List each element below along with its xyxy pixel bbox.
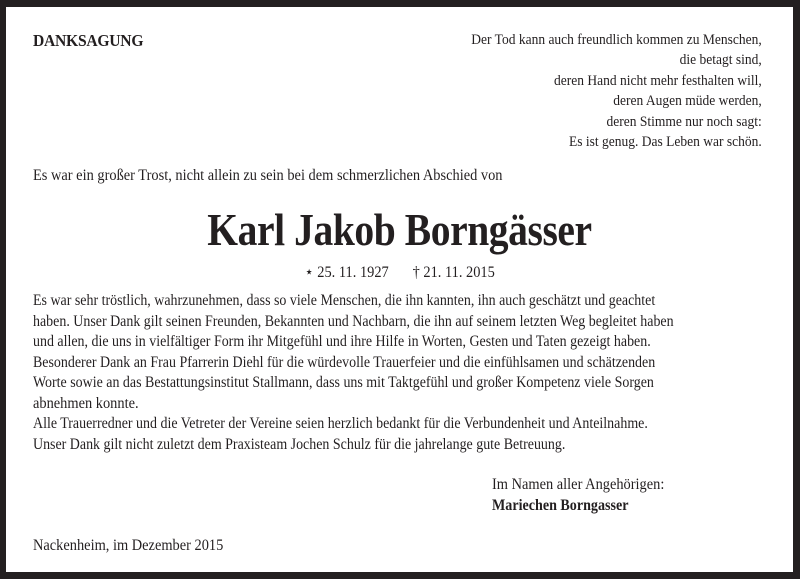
signature-name: Mariechen Borngasser <box>492 497 629 514</box>
body-line: Es war sehr tröstlich, wahrzunehmen, dass so viele Menschen, die ihn kannten, ihn auch geschätzt und geachtet <box>33 292 656 309</box>
poem-line: Der Tod kann auch freundlich kommen zu Menschen, <box>471 32 762 48</box>
body-line: und allen, die uns in vielfältiger Form ihr Mitgefühl und ihre Hilfe in Worten, Gesten und Taten gezeigt haben. <box>33 333 651 350</box>
body-line: Worte sowie an das Bestattungsinstitut Stallmann, dass uns mit Taktgefühl und großer Kompetenz viele Sorgen <box>33 374 654 391</box>
body-line: Unser Dank gilt nicht zuletzt dem Praxisteam Jochen Schulz für die jahrelange gute Betreuung. <box>33 435 566 453</box>
poem-line: Es ist genug. Das Leben war schön. <box>569 134 762 151</box>
poem-line: deren Augen müde werden, <box>613 93 762 110</box>
body-line: Alle Trauerredner und die Vetreter der Vereine seien herzlich bedankt für die Verbundenheit und Anteilnahme. <box>33 415 648 432</box>
life-dates <box>6 262 793 282</box>
body-line: Besonderer Dank an Frau Pfarrerin Diehl für die würdevolle Trauerfeier und die einfühlsamen und schätzenden <box>33 353 656 371</box>
poem-line: die betagt sind, <box>679 52 762 69</box>
deceased-name <box>6 203 793 256</box>
body-line: abnehmen konnte. <box>33 394 139 412</box>
place-date: Nackenheim, im Dezember 2015 <box>33 537 224 554</box>
obituary-notice <box>6 7 793 572</box>
intro-text: Es war ein großer Trost, nicht allein zu sein bei dem schmerzlichen Abschied von <box>33 167 503 184</box>
poem-line: deren Stimme nur noch sagt: <box>606 113 762 130</box>
thanks-body <box>33 291 768 455</box>
birth-date: ⋆ 25. 11. 1927 <box>304 264 389 281</box>
death-date: † 21. 11. 2015 <box>412 264 495 281</box>
signature-label: Im Namen aller Angehörigen: <box>492 476 665 493</box>
deceased-name-text: Karl Jakob Borngässer <box>207 204 592 255</box>
poem <box>472 30 762 152</box>
notice-heading: DANKSAGUNG <box>33 31 144 50</box>
poem-line: deren Hand nicht mehr festhalten will, <box>554 72 762 89</box>
body-line: haben. Unser Dank gilt seinen Freunden, Bekannten und Nachbarn, die ihn auf seinem letzten Weg begleitet haben <box>33 312 674 330</box>
